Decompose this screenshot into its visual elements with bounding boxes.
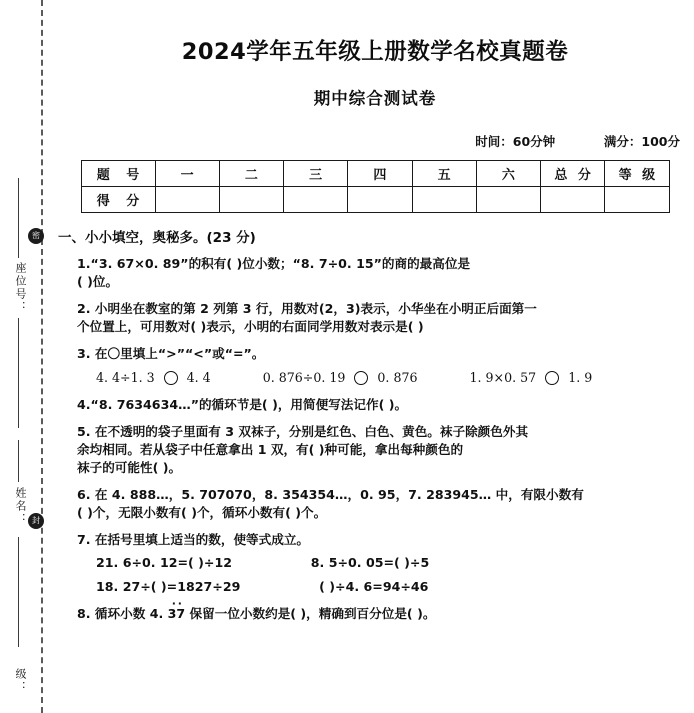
question-8-prefix: 8. 循环小数 4. (77, 606, 168, 622)
seal-dashed-line (41, 0, 43, 713)
class-label: 级： (14, 668, 27, 694)
question-5-line-3: 袜子的可能性( )。 (77, 459, 182, 475)
q7-eq-3[interactable]: 18. 27÷( )=1827÷29 (96, 579, 241, 595)
question-4 (56, 396, 694, 414)
page-title: 2024学年五年级上册数学名校真题卷 (181, 39, 569, 65)
question-7-equations-row-1 (56, 554, 694, 572)
q3-expr-1-left: 4. 4÷1. 3 (96, 370, 155, 386)
q3-expr-3-right: 1. 9 (568, 370, 593, 386)
page-subtitle: 期中综合测试卷 (313, 89, 437, 108)
question-7 (56, 531, 694, 597)
score-cell-5[interactable] (412, 187, 476, 213)
question-3-comparisons (56, 369, 694, 387)
name-label: 姓名： (14, 487, 27, 526)
score-cell-2[interactable] (219, 187, 283, 213)
row-label-question-number: 题 号 (81, 161, 155, 187)
col-6: 六 (476, 161, 540, 187)
table-row-header (81, 161, 669, 187)
question-5-line-2: 余均相同。若从袋子中任意拿出 1 双，有( )种可能，拿出每种颜色的 (77, 442, 464, 457)
q3-expr-1-right: 4. 4 (186, 370, 211, 386)
question-3-line-1: 3. 在〇里填上“>”“<”或“=”。 (77, 345, 265, 361)
question-1-line-1: 1.“3. 67×0. 89”的积有( )位小数；“8. 7÷0. 15”的商的最高位是 (77, 256, 471, 271)
col-3: 三 (284, 161, 348, 187)
full-score-label: 满分：100分 (603, 134, 680, 149)
seal-mi-icon: 密 (28, 228, 44, 244)
col-4: 四 (348, 161, 412, 187)
q7-eq-4[interactable]: ( )÷4. 6=94÷46 (319, 579, 429, 595)
score-table (81, 160, 670, 213)
question-2-line-2: 个位置上，可用数对( )表示，小明的右面同学用数对表示是( ) (77, 318, 424, 334)
q3-expr-2-left: 0. 876÷0. 19 (262, 370, 346, 386)
question-7-line-1: 7. 在括号里填上适当的数，使等式成立。 (77, 531, 310, 547)
question-1 (56, 255, 694, 291)
time-label: 时间：60分钟 (475, 134, 556, 149)
score-cell-total[interactable] (541, 187, 605, 213)
seat-rule-top (18, 178, 19, 258)
question-5 (56, 423, 694, 477)
q3-expr-3-left: 1. 9×0. 57 (469, 370, 537, 386)
question-2-line-1: 2. 小明坐在教室的第 2 列第 3 行，用数对(2，3)表示，小华坐在小明正后面第一 (77, 300, 537, 316)
score-cell-3[interactable] (284, 187, 348, 213)
question-7-equations-row-2 (56, 578, 694, 596)
question-2 (56, 300, 694, 336)
score-cell-6[interactable] (476, 187, 540, 213)
q3-circle-1[interactable] (164, 371, 178, 385)
section-heading: 一、小小填空，奥秘多。(23 分) (58, 230, 256, 246)
paper-content (56, 0, 694, 713)
question-8-suffix: 保留一位小数约是( )，精确到百分位是( )。 (185, 606, 436, 622)
q3-expr-2-right: 0. 876 (377, 370, 418, 386)
name-rule-bottom (18, 537, 19, 647)
question-8 (56, 605, 694, 623)
question-1-line-2: ( )位。 (77, 273, 119, 289)
col-grade: 等 级 (605, 161, 669, 187)
question-5-line-1: 5. 在不透明的袋子里面有 3 双袜子，分别是红色、白色、黄色。袜子除颜色外其 (77, 424, 529, 440)
q3-circle-3[interactable] (545, 371, 559, 385)
question-6 (56, 486, 694, 522)
col-2: 二 (219, 161, 283, 187)
seat-number-label: 座位号： (14, 262, 27, 314)
question-4-line-1: 4.“8. 7634634…”的循环节是( )，用简便写法记作( )。 (77, 397, 408, 413)
col-5: 五 (412, 161, 476, 187)
table-row-score (81, 187, 669, 213)
sealing-margin (0, 0, 56, 713)
question-6-line-2: ( )个，无限小数有( )个，循环小数有( )个。 (77, 504, 327, 520)
question-6-line-1: 6. 在 4. 888…，5. 707070，8. 354354…，0. 95，7. 283945… 中，有限小数有 (77, 486, 584, 502)
q3-circle-2[interactable] (354, 371, 368, 385)
col-1: 一 (155, 161, 219, 187)
seal-feng-icon: 封 (28, 513, 44, 529)
row-label-score: 得 分 (81, 187, 155, 213)
exam-meta (56, 132, 694, 150)
q7-eq-2[interactable]: 8. 5÷0. 05=( )÷5 (310, 555, 430, 571)
col-total: 总 分 (541, 161, 605, 187)
seat-rule-bottom (18, 318, 19, 428)
score-cell-1[interactable] (155, 187, 219, 213)
score-cell-grade[interactable] (605, 187, 669, 213)
q7-eq-1[interactable]: 21. 6÷0. 12=( )÷12 (96, 555, 232, 571)
score-cell-4[interactable] (348, 187, 412, 213)
question-8-line-1 (56, 605, 694, 623)
name-rule-top (18, 440, 19, 482)
question-3 (56, 345, 694, 388)
repeating-decimal-marker: · · 37 (168, 605, 186, 623)
